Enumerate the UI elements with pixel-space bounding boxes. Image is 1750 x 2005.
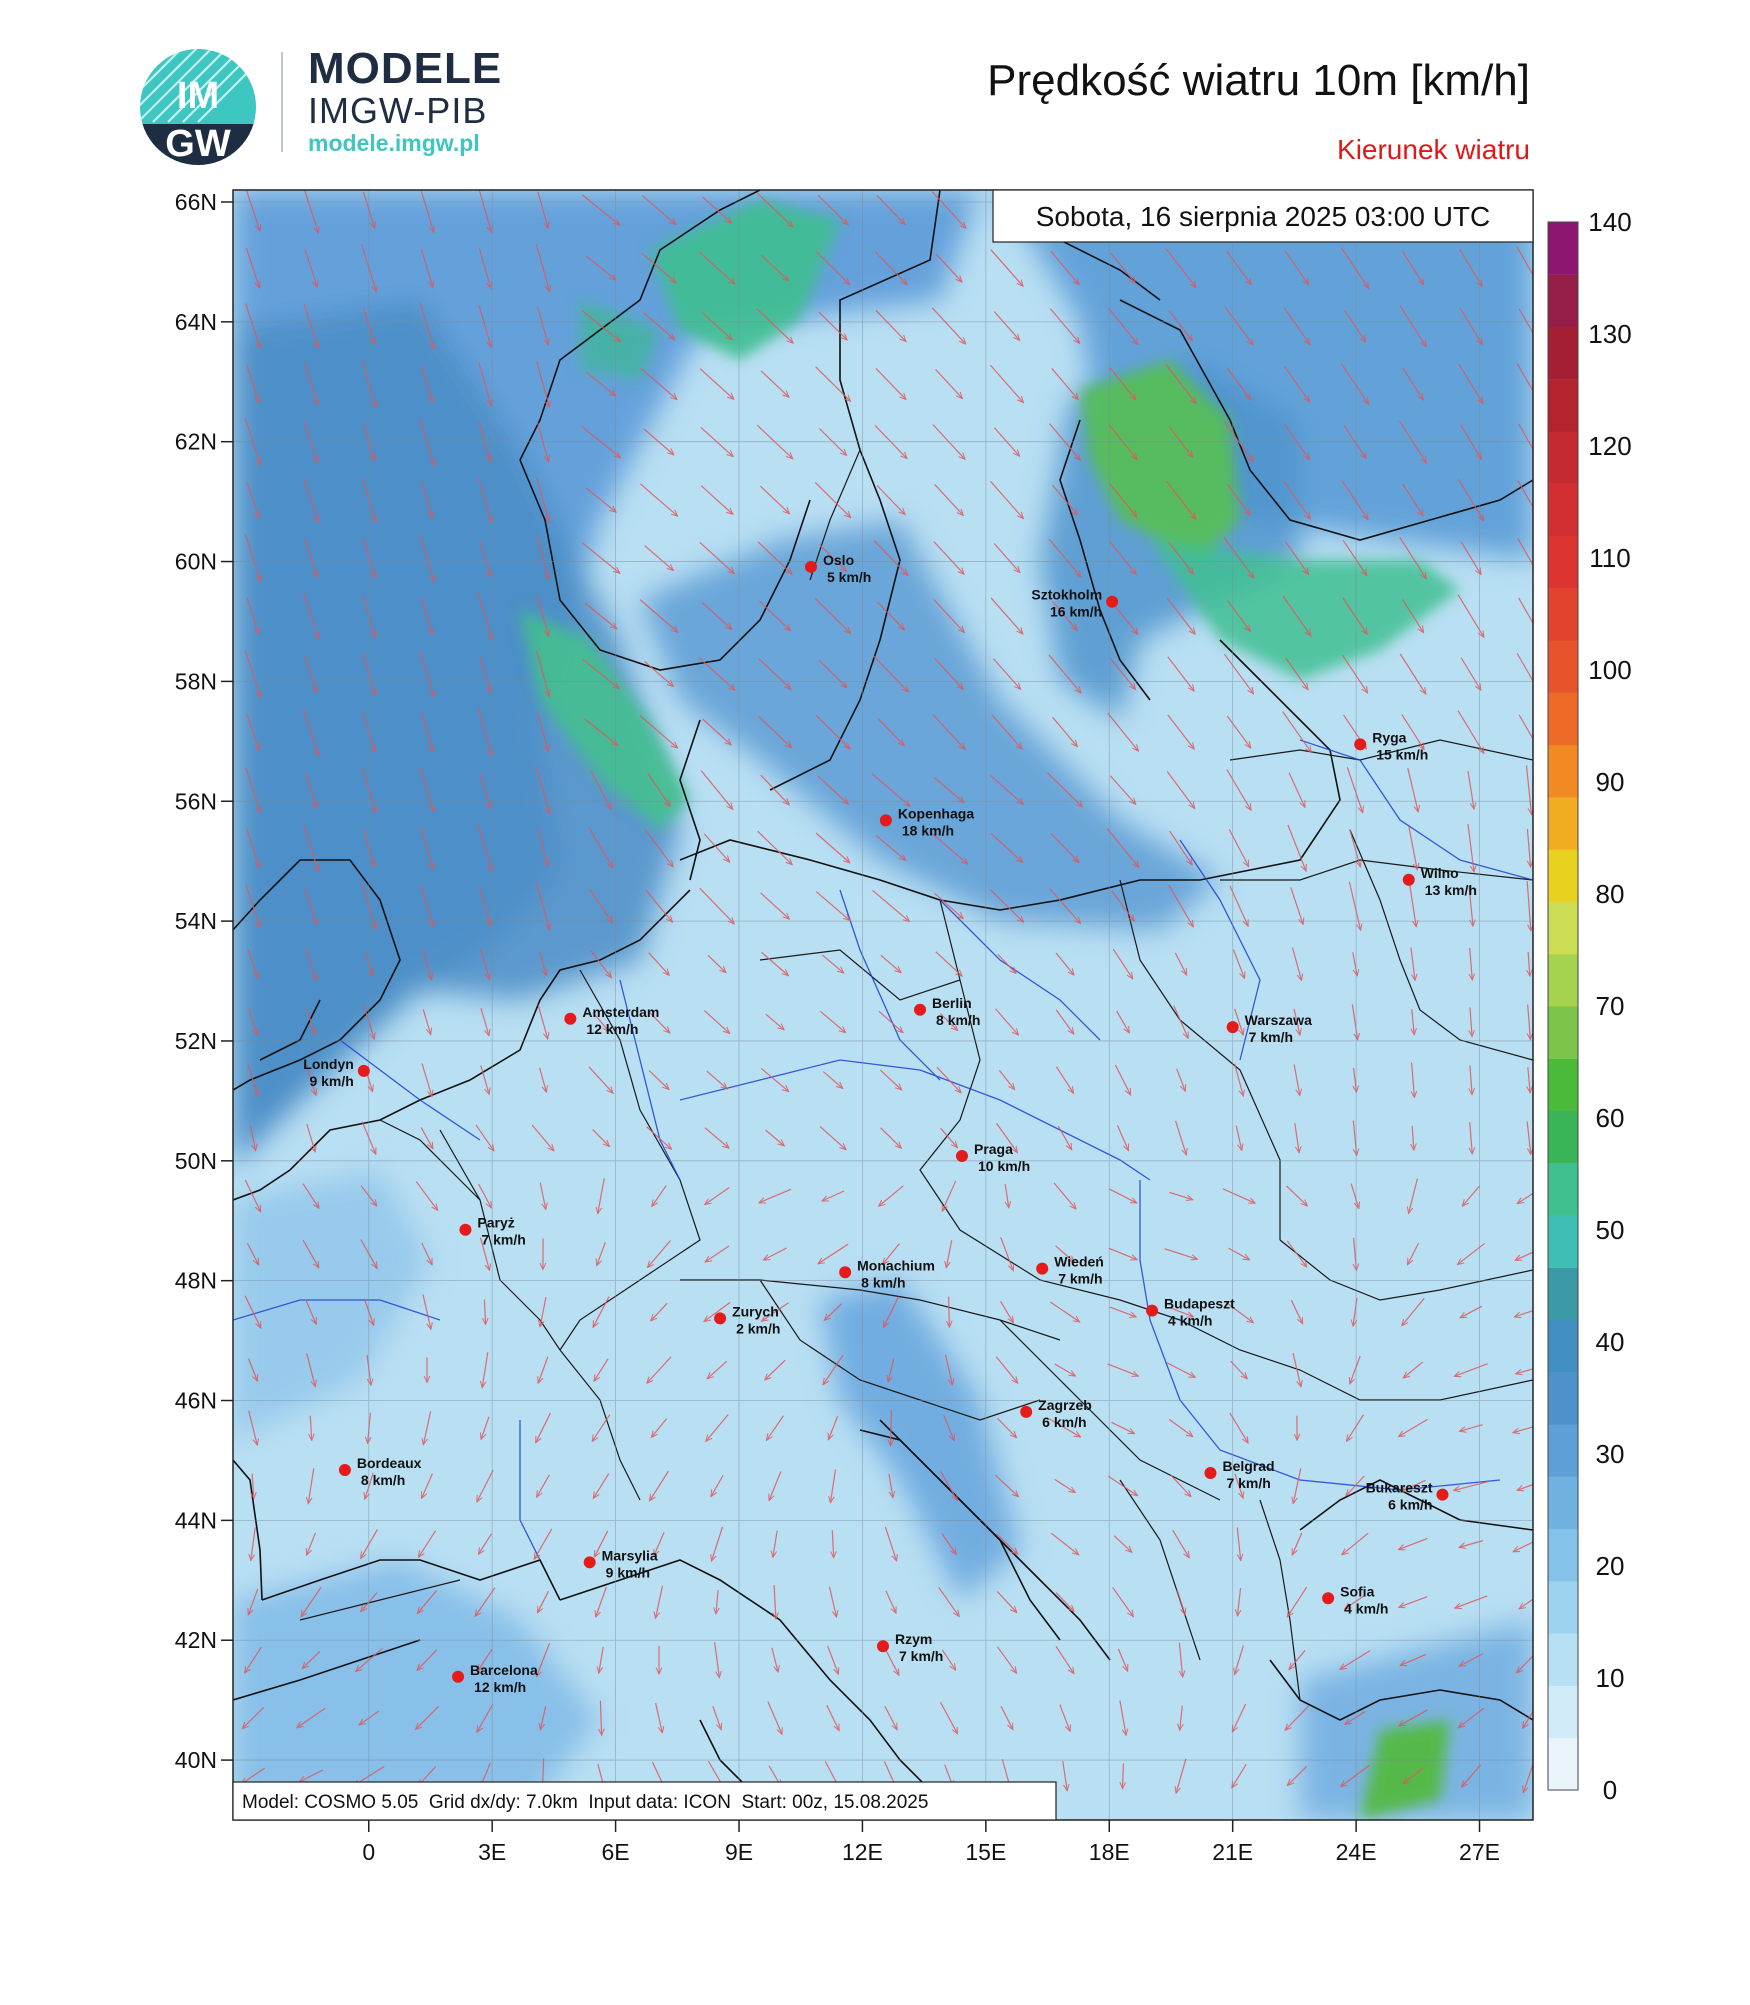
colorbar-swatch (1548, 1320, 1578, 1373)
colorbar-label: 20 (1596, 1551, 1625, 1581)
lat-tick-label: 54N (175, 908, 217, 934)
city-speed: 8 km/h (861, 1274, 905, 1290)
colorbar-label: 60 (1596, 1103, 1625, 1133)
city-speed: 8 km/h (936, 1012, 980, 1028)
city-dot (914, 1004, 926, 1016)
city-dot (805, 561, 817, 573)
city-name: Barcelona (470, 1662, 538, 1678)
city-dot (564, 1013, 576, 1025)
colorbar-swatch (1548, 1215, 1578, 1268)
city-dot (1322, 1592, 1334, 1604)
city-name: Budapeszt (1164, 1296, 1235, 1312)
city-dot (1436, 1489, 1448, 1501)
colorbar-label: 80 (1596, 879, 1625, 909)
colorbar-swatch (1548, 483, 1578, 536)
colorbar-swatch (1548, 1163, 1578, 1216)
city-name: Monachium (857, 1257, 935, 1273)
city-speed: 12 km/h (474, 1679, 526, 1695)
lon-tick-label: 24E (1336, 1839, 1377, 1865)
city-dot (956, 1150, 968, 1162)
city-speed: 12 km/h (586, 1021, 638, 1037)
colorbar-swatch (1548, 1372, 1578, 1425)
wind-arrow (891, 1410, 892, 1446)
city-name: Praga (974, 1141, 1013, 1157)
colorbar-label: 90 (1596, 767, 1625, 797)
city-speed: 7 km/h (1249, 1029, 1293, 1045)
city-dot (1106, 596, 1118, 608)
footer-box (233, 1782, 1056, 1820)
lat-tick-label: 50N (175, 1148, 217, 1174)
colorbar-swatch (1548, 588, 1578, 641)
lat-tick-label: 64N (175, 309, 217, 335)
colorbar-label: 0 (1603, 1775, 1617, 1805)
colorbar-swatch (1548, 640, 1578, 693)
city-name: Ryga (1372, 729, 1406, 745)
city-name: Marsylia (602, 1547, 658, 1563)
lon-tick-label: 6E (602, 1839, 630, 1865)
colorbar-swatch (1548, 1267, 1578, 1320)
city-name: Zurych (732, 1303, 779, 1319)
map-field (233, 187, 1545, 1820)
colorbar-label: 120 (1588, 431, 1631, 461)
model-info: Model: COSMO 5.05 Grid dx/dy: 7.0km Input data: ICON Start: 00z, 15.08.2025 (242, 1792, 928, 1813)
wind-arrow (949, 1297, 950, 1327)
lon-tick-label: 0 (362, 1839, 375, 1865)
city-speed: 4 km/h (1168, 1313, 1212, 1329)
lon-tick-label: 3E (478, 1839, 506, 1865)
city-name: Wiedeń (1054, 1254, 1104, 1270)
city-speed: 6 km/h (1042, 1414, 1086, 1430)
colorbar (1548, 207, 1632, 1805)
city-dot (459, 1224, 471, 1236)
colorbar-swatch (1548, 222, 1578, 275)
lat-tick-label: 58N (175, 668, 217, 694)
city-name: Sztokholm (1031, 587, 1102, 603)
colorbar-label: 30 (1596, 1439, 1625, 1469)
colorbar-swatch (1548, 1006, 1578, 1059)
colorbar-label: 110 (1589, 543, 1630, 573)
city-speed: 7 km/h (899, 1648, 943, 1664)
colorbar-swatch (1548, 849, 1578, 902)
city-dot (1036, 1263, 1048, 1275)
city-dot (1146, 1305, 1158, 1317)
city-speed: 9 km/h (309, 1073, 353, 1089)
lat-tick-label: 44N (175, 1507, 217, 1533)
colorbar-swatch (1548, 797, 1578, 850)
city-dot (358, 1065, 370, 1077)
lat-tick-label: 46N (175, 1388, 217, 1414)
lon-tick-label: 9E (725, 1839, 753, 1865)
city-name: Wilno (1421, 865, 1459, 881)
city-speed: 16 km/h (1050, 604, 1102, 620)
colorbar-label: 40 (1596, 1327, 1625, 1357)
city-speed: 13 km/h (1425, 882, 1477, 898)
city-name: Zagrzeb (1038, 1397, 1092, 1413)
city-speed: 2 km/h (736, 1320, 780, 1336)
city-dot (339, 1464, 351, 1476)
city-speed: 9 km/h (606, 1564, 650, 1580)
chart-subtitle: Kierunek wiatru (1337, 134, 1530, 166)
chart-title: Prędkość wiatru 10m [km/h] (987, 56, 1530, 106)
city-name: Paryż (477, 1215, 514, 1231)
logo-text-bottom: GW (165, 123, 231, 165)
city-speed: 15 km/h (1376, 746, 1428, 762)
colorbar-swatch (1548, 1738, 1578, 1791)
city-speed: 7 km/h (481, 1232, 525, 1248)
colorbar-swatch (1548, 692, 1578, 745)
city-dot (1204, 1467, 1216, 1479)
lat-tick-label: 42N (175, 1627, 217, 1653)
colorbar-label: 50 (1596, 1215, 1625, 1245)
city-name: Belgrad (1222, 1458, 1274, 1474)
city-name: Rzym (895, 1631, 932, 1647)
city-dot (880, 814, 892, 826)
city-dot (1403, 874, 1415, 886)
city-dot (714, 1312, 726, 1324)
colorbar-swatch (1548, 1424, 1578, 1477)
city-speed: 10 km/h (978, 1158, 1030, 1174)
city-name: Sofia (1340, 1583, 1374, 1599)
colorbar-swatch (1548, 1111, 1578, 1164)
colorbar-swatch (1548, 536, 1578, 589)
lon-tick-label: 27E (1459, 1839, 1500, 1865)
lat-tick-label: 66N (175, 189, 217, 215)
lat-tick-label: 56N (175, 788, 217, 814)
colorbar-swatch (1548, 274, 1578, 327)
colorbar-swatch (1548, 1633, 1578, 1686)
lat-tick-label: 60N (175, 549, 217, 575)
city-dot (452, 1671, 464, 1683)
colorbar-label: 130 (1588, 319, 1631, 349)
colorbar-label: 100 (1588, 655, 1631, 685)
city-name: Warszawa (1245, 1012, 1312, 1028)
city-dot (877, 1640, 889, 1652)
lon-tick-label: 12E (842, 1839, 883, 1865)
city-name: Londyn (303, 1056, 354, 1072)
city-name: Kopenhaga (898, 805, 974, 821)
city-speed: 7 km/h (1226, 1475, 1270, 1491)
city-name: Berlin (932, 995, 972, 1011)
colorbar-swatch (1548, 745, 1578, 798)
city-dot (839, 1266, 851, 1278)
colorbar-label: 70 (1596, 991, 1625, 1021)
city-speed: 6 km/h (1388, 1497, 1432, 1513)
city-speed: 4 km/h (1344, 1600, 1388, 1616)
city-name: Bordeaux (357, 1455, 422, 1471)
date-box (993, 190, 1533, 242)
city-name: Bukareszt (1366, 1480, 1433, 1496)
colorbar-swatch (1548, 327, 1578, 380)
city-name: Amsterdam (582, 1004, 659, 1020)
city-speed: 7 km/h (1058, 1271, 1102, 1287)
latitude-ticks (175, 189, 233, 1773)
city-dot (1020, 1406, 1032, 1418)
lon-tick-label: 21E (1212, 1839, 1253, 1865)
colorbar-swatch (1548, 954, 1578, 1007)
lat-tick-label: 52N (175, 1028, 217, 1054)
colorbar-label: 10 (1596, 1663, 1625, 1693)
lat-tick-label: 48N (175, 1268, 217, 1294)
colorbar-swatch (1548, 379, 1578, 432)
city-dot (1354, 738, 1366, 750)
city-dot (584, 1556, 596, 1568)
longitude-ticks (362, 1820, 1500, 1865)
city-name: Oslo (823, 552, 854, 568)
lat-tick-label: 62N (175, 429, 217, 455)
lon-tick-label: 18E (1089, 1839, 1130, 1865)
city-dot (1227, 1021, 1239, 1033)
city-speed: 8 km/h (361, 1472, 405, 1488)
city-speed: 18 km/h (902, 822, 954, 838)
colorbar-swatch (1548, 1529, 1578, 1582)
lon-tick-label: 15E (965, 1839, 1006, 1865)
colorbar-swatch (1548, 901, 1578, 954)
logo-text-top: IM (177, 75, 219, 117)
logo-brand: MODELE (308, 44, 502, 94)
colorbar-swatch (1548, 1058, 1578, 1111)
lat-tick-label: 40N (175, 1747, 217, 1773)
colorbar-swatch (1548, 1685, 1578, 1738)
date-label: Sobota, 16 sierpnia 2025 03:00 UTC (1036, 201, 1491, 232)
colorbar-swatch (1548, 1476, 1578, 1529)
colorbar-label: 140 (1588, 207, 1631, 237)
logo-org: IMGW-PIB (308, 90, 487, 132)
city-speed: 5 km/h (827, 569, 871, 585)
logo-url[interactable]: modele.imgw.pl (308, 130, 480, 157)
colorbar-swatch (1548, 431, 1578, 484)
colorbar-swatch (1548, 1581, 1578, 1634)
